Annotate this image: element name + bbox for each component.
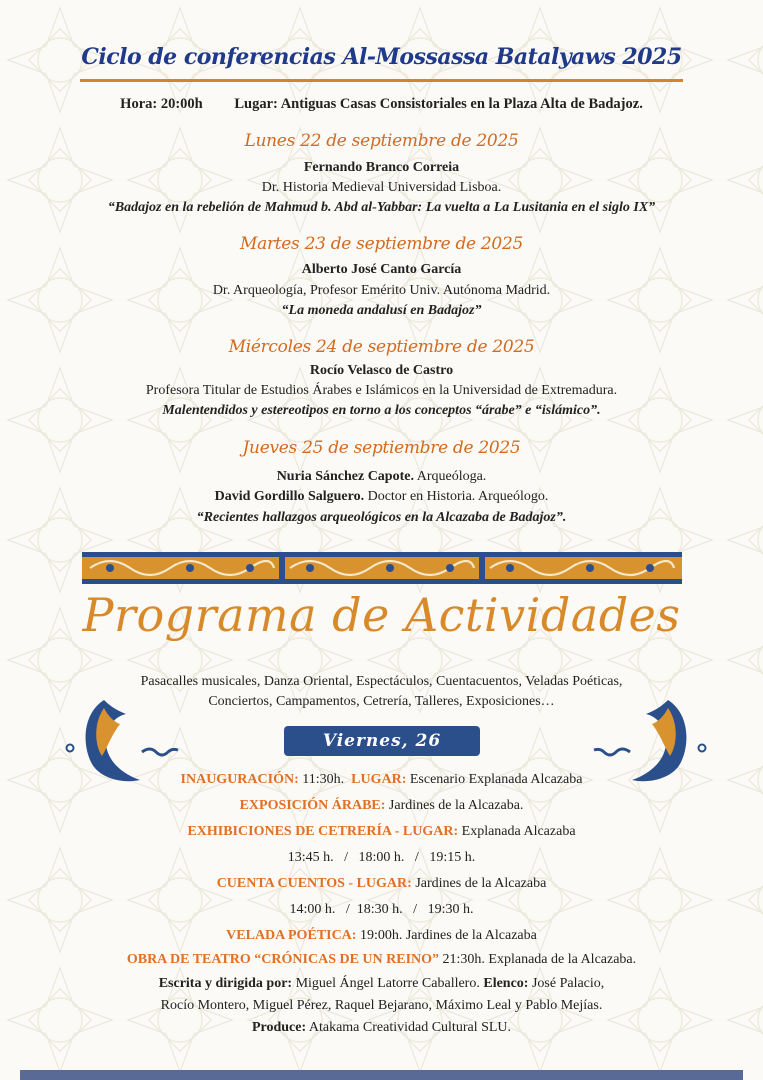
item-label: LUGAR: [351,772,407,787]
item-label: EXHIBICIONES DE CETRERÍA - LUGAR: [187,824,459,839]
item-place: Escenario Explanada Alcazaba [409,772,583,787]
program-item-inauguracion [0,772,763,788]
programa-title: Programa de Actividades [82,588,681,642]
program-cuentacuentos-times: 14:00 h. / 18:30 h. / 19:30 h. [289,902,474,917]
credit-value: Miguel Ángel Latorre Caballero. [295,976,480,991]
item-place: Jardines de la Alcazaba [415,876,547,891]
program-item-cuentacuentos [0,876,763,892]
item-place: Jardines de la Alcazaba. [388,798,524,813]
talk-title: “La moneda andalusí en Badajoz” [281,303,482,318]
conference-title: Ciclo de conferencias Al-Mossassa Batalyaws 2025 [81,44,682,70]
talk-speaker: Fernando Branco Correia [303,160,460,175]
activities-line-2: Conciertos, Campamentos, Cetrería, Talleres, Exposiciones… [208,694,555,709]
speaker-role: Arqueóloga. [416,469,487,484]
item-value: 21:30h. Explanada de la Alcazaba. [442,952,637,967]
credit-label: Escrita y dirigida por: [158,976,293,991]
talk-speaker: Alberto José Canto García [301,262,462,277]
item-time: 11:30h. [302,772,345,787]
hora-label: Hora: [120,96,158,112]
talk-speaker-line-1 [0,469,763,485]
program-item-exposicion [0,798,763,814]
talk-date: Martes 23 de septiembre de 2025 [240,234,523,254]
talk-title: “Badajoz en la rebelión de Mahmud b. Abd al-Yabbar: La vuelta a La Lusitania en el siglo IX” [107,200,656,215]
item-place: Explanada Alcazaba [461,824,576,839]
bottom-bar [20,1070,743,1080]
talk-title: “Recientes hallazgos arqueológicos en la Alcazaba de Badajoz”. [196,510,567,525]
talk-role: Profesora Titular de Estudios Árabes e Islámicos en la Universidad de Extremadura. [145,383,618,398]
credit-value: José Palacio, [531,976,605,991]
program-credits-line-3 [0,1020,763,1036]
credit-value: Atakama Creatividad Cultural SLU. [308,1020,512,1035]
day-badge: Viernes, 26 [284,726,480,756]
activities-line-1: Pasacalles musicales, Danza Oriental, Espectáculos, Cuentacuentos, Veladas Poéticas, [140,674,623,689]
speaker-role: Doctor en Historia. Arqueólogo. [367,489,549,504]
title-divider [80,79,683,82]
hora-lugar-line [0,96,763,113]
lugar-label: Lugar: [234,96,278,112]
credit-label: Elenco: [483,976,529,991]
talk-speaker: Rocío Velasco de Castro [309,363,454,378]
talk-date: Lunes 22 de septiembre de 2025 [244,131,519,151]
item-label: VELADA POÉTICA: [226,928,357,943]
item-label: INAUGURACIÓN: [180,772,299,787]
talk-title: Malentendidos y estereotipos en torno a los conceptos “árabe” e “islámico”. [162,403,601,418]
program-item-cetreria [0,824,763,840]
hora-value: 20:00h [160,96,203,112]
credit-label: Produce: [251,1020,307,1035]
talk-date: Miércoles 24 de septiembre de 2025 [228,337,535,357]
speaker-name: David Gordillo Salguero. [214,489,365,504]
program-credits-line-2: Rocío Montero, Miguel Pérez, Raquel Bejarano, Máximo Leal y Pablo Mejías. [160,998,603,1013]
program-item-velada [0,928,763,944]
lugar-value: Antiguas Casas Consistoriales en la Plaza Alta de Badajoz. [280,96,643,112]
program-cetreria-times: 13:45 h. / 18:00 h. / 19:15 h. [287,850,476,865]
talk-role: Dr. Arqueología, Profesor Emérito Univ. Autónoma Madrid. [212,283,551,298]
item-value: 19:00h. Jardines de la Alcazaba [359,928,537,943]
decorative-band [82,552,682,584]
program-item-teatro [0,952,763,968]
item-label: CUENTA CUENTOS - LUGAR: [216,876,412,891]
item-label: OBRA DE TEATRO “CRÓNICAS DE UN REINO” [126,952,440,967]
item-label: EXPOSICIÓN ÁRABE: [239,798,386,813]
speaker-name: Nuria Sánchez Capote. [276,469,414,484]
talk-role: Dr. Historia Medieval Universidad Lisboa. [261,180,502,195]
talk-date: Jueves 25 de septiembre de 2025 [242,438,521,458]
program-credits-line-1 [0,976,763,992]
talk-speaker-line-2 [0,489,763,505]
